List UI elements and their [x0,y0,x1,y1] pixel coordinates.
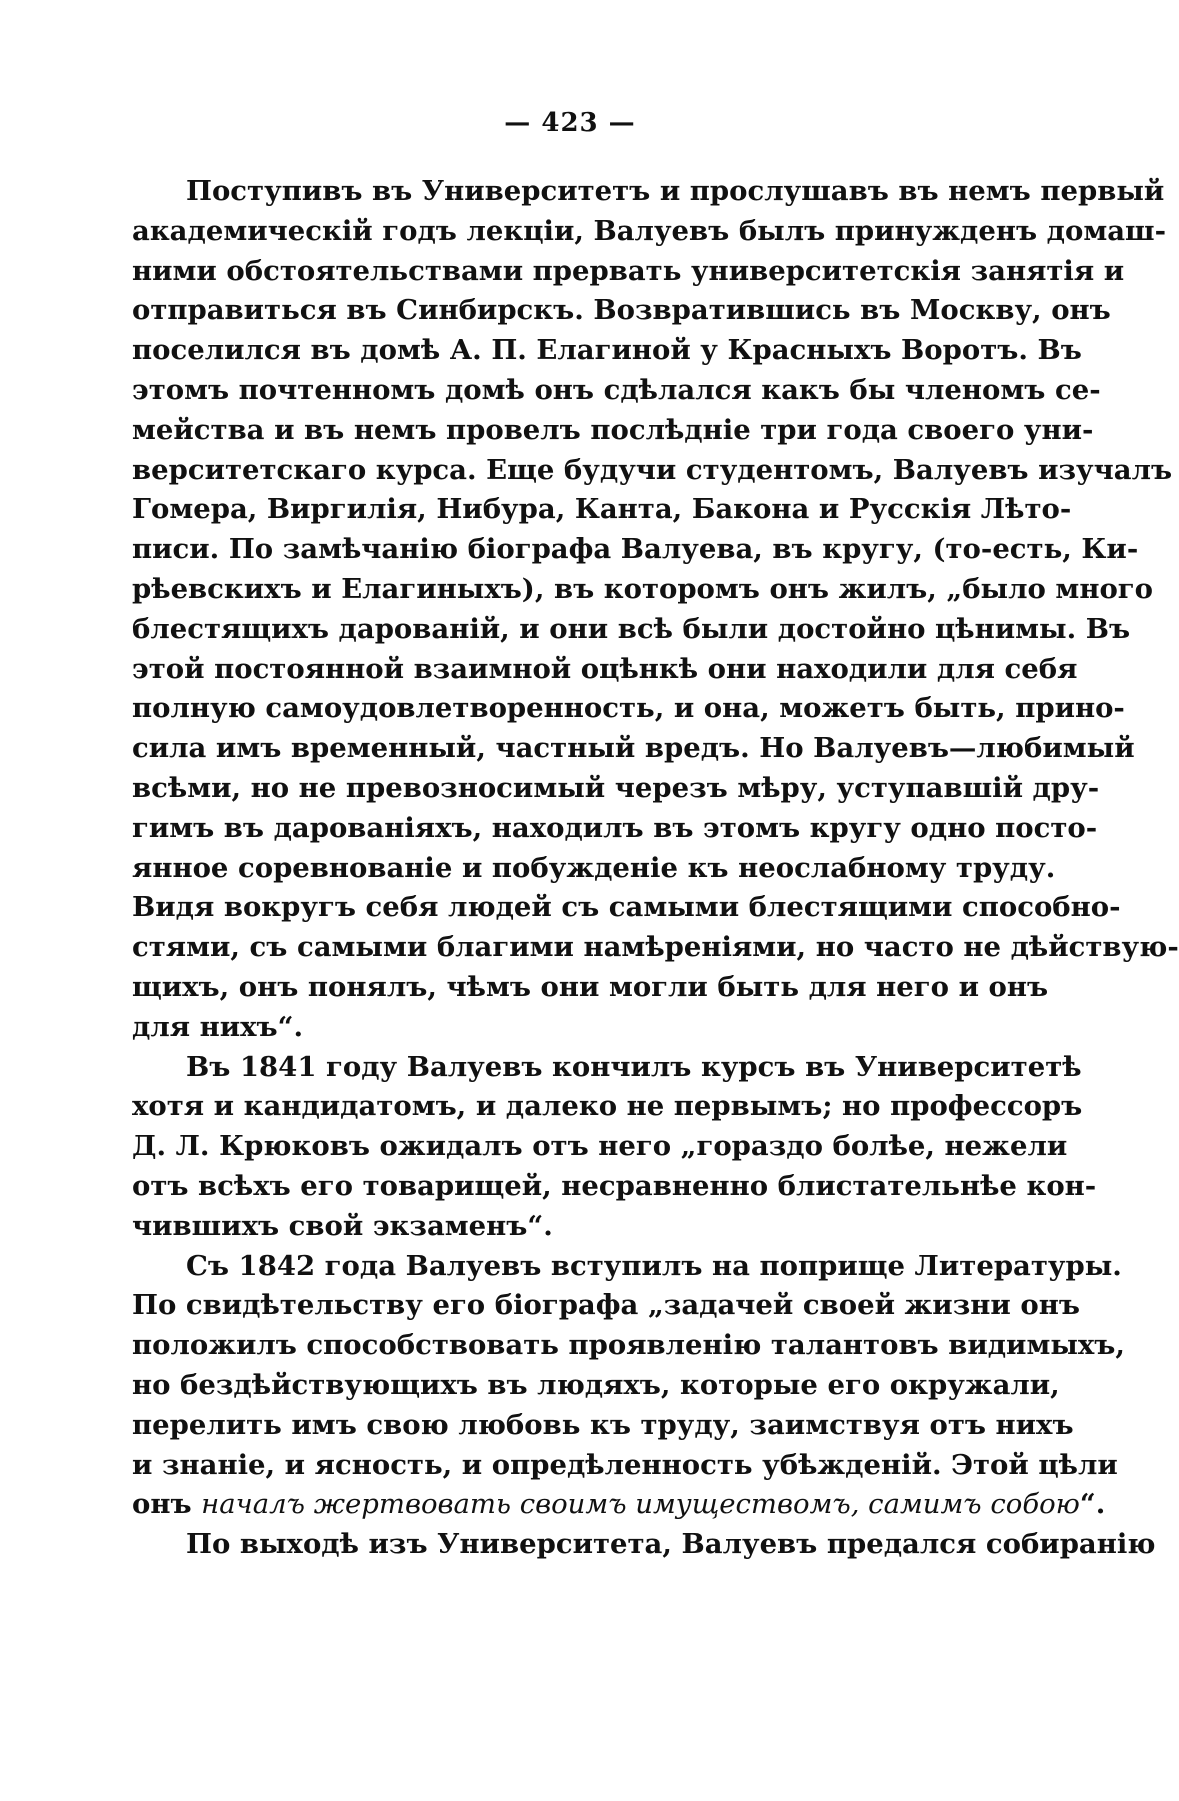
text-line: верситетскаго курса. Еще будучи студентомъ, Валуевъ изучалъ [132,453,1173,486]
text-line: всѣми, но не превозносимый черезъ мѣру, уступавшій дру- [132,771,1100,804]
text-line: академическій годъ лекціи, Валуевъ былъ принужденъ домаш- [132,214,1167,247]
text-line: полную самоудовлетворенность, и она, можетъ быть, прино- [132,692,1125,725]
page-number: — 423 — [504,108,636,138]
text-line: янное соревнованіе и побужденіе къ неослабному труду. [132,851,1056,884]
text-line: Видя вокругъ себя людей съ самыми блестящими способно- [132,891,1121,924]
text-line-italic-quote [132,1485,1106,1525]
text-line: хотя и кандидатомъ, и далеко не первымъ; но профессоръ [132,1090,1083,1123]
text-line: но бездѣйствующихъ въ людяхъ, которые его окружали, [132,1368,1060,1401]
italic-quote: началъ жертвовать своимъ имуществомъ, самимъ собою [201,1488,1080,1521]
paragraph-1 [132,172,1179,1048]
text-line: ними обстоятельствами прервать университетскія занятія и [132,254,1125,287]
text-line: этой постоянной взаимной оцѣнкѣ они находили для себя [132,652,1078,685]
text-line: отправиться въ Синбирскъ. Возвратившись въ Москву, онъ [132,294,1111,327]
text-line: стями, съ самыми благими намѣреніями, но часто не дѣйствую- [132,931,1179,964]
text-line: Поступивъ въ Университетъ и прослушавъ въ немъ первый [186,175,1165,207]
text-line: Д. Л. Крюковъ ожидалъ отъ него „гораздо болѣе, нежели [132,1130,1068,1163]
text-line: Въ 1841 году Валуевъ кончилъ курсъ въ Университетѣ [186,1050,1082,1083]
paragraph-3 [132,1247,1125,1526]
text-line: сила имъ временный, частный вредъ. Но Валуевъ—любимый [132,732,1135,765]
text-line: По выходѣ изъ Университета, Валуевъ предался собиранію [186,1528,1156,1561]
body-text [132,172,1179,1565]
text-line: рѣевскихъ и Елагиныхъ), въ которомъ онъ жилъ, „было много [132,572,1153,605]
text-line: и знаніе, и ясность, и опредѣленность убѣжденій. Этой цѣли [132,1448,1118,1481]
text-line: Гомера, Виргилія, Нибура, Канта, Бакона и Русскія Лѣто- [132,493,1072,526]
text-line: отъ всѣхъ его товарищей, несравненно блистательнѣе кон- [132,1169,1097,1202]
text-line: чившихъ свой экзаменъ“. [132,1209,553,1242]
text-line: щихъ, онъ понялъ, чѣмъ они могли быть для него и онъ [132,970,1049,1003]
text-line: поселился въ домѣ А. П. Елагиной у Красныхъ Воротъ. Въ [132,334,1082,367]
text-line: гимъ въ дарованіяхъ, находилъ въ этомъ кругу одно посто- [132,811,1098,844]
paragraph-4 [132,1525,1156,1565]
text-line: писи. По замѣчанію біографа Валуева, въ кругу, (то-есть, Ки- [132,533,1139,566]
text-line: По свидѣтельству его біографа „задачей своей жизни онъ [132,1289,1080,1322]
text-line: Съ 1842 года Валуевъ вступилъ на поприще Литературы. [186,1249,1122,1282]
text-line: перелить имъ свою любовь къ труду, заимствуя отъ нихъ [132,1408,1074,1441]
text-segment: онъ [132,1488,192,1521]
paragraph-2 [132,1048,1097,1247]
text-line: блестящихъ дарованій, и они всѣ были достойно цѣнимы. Въ [132,612,1131,645]
text-line: этомъ почтенномъ домѣ онъ сдѣлался какъ бы членомъ се- [132,373,1101,406]
text-line: мейства и въ немъ провелъ послѣдніе три года своего уни- [132,413,1094,446]
text-line: положилъ способствовать проявленію талантовъ видимыхъ, [132,1329,1125,1362]
text-segment: “. [1079,1488,1106,1521]
text-line: для нихъ“. [132,1010,304,1043]
